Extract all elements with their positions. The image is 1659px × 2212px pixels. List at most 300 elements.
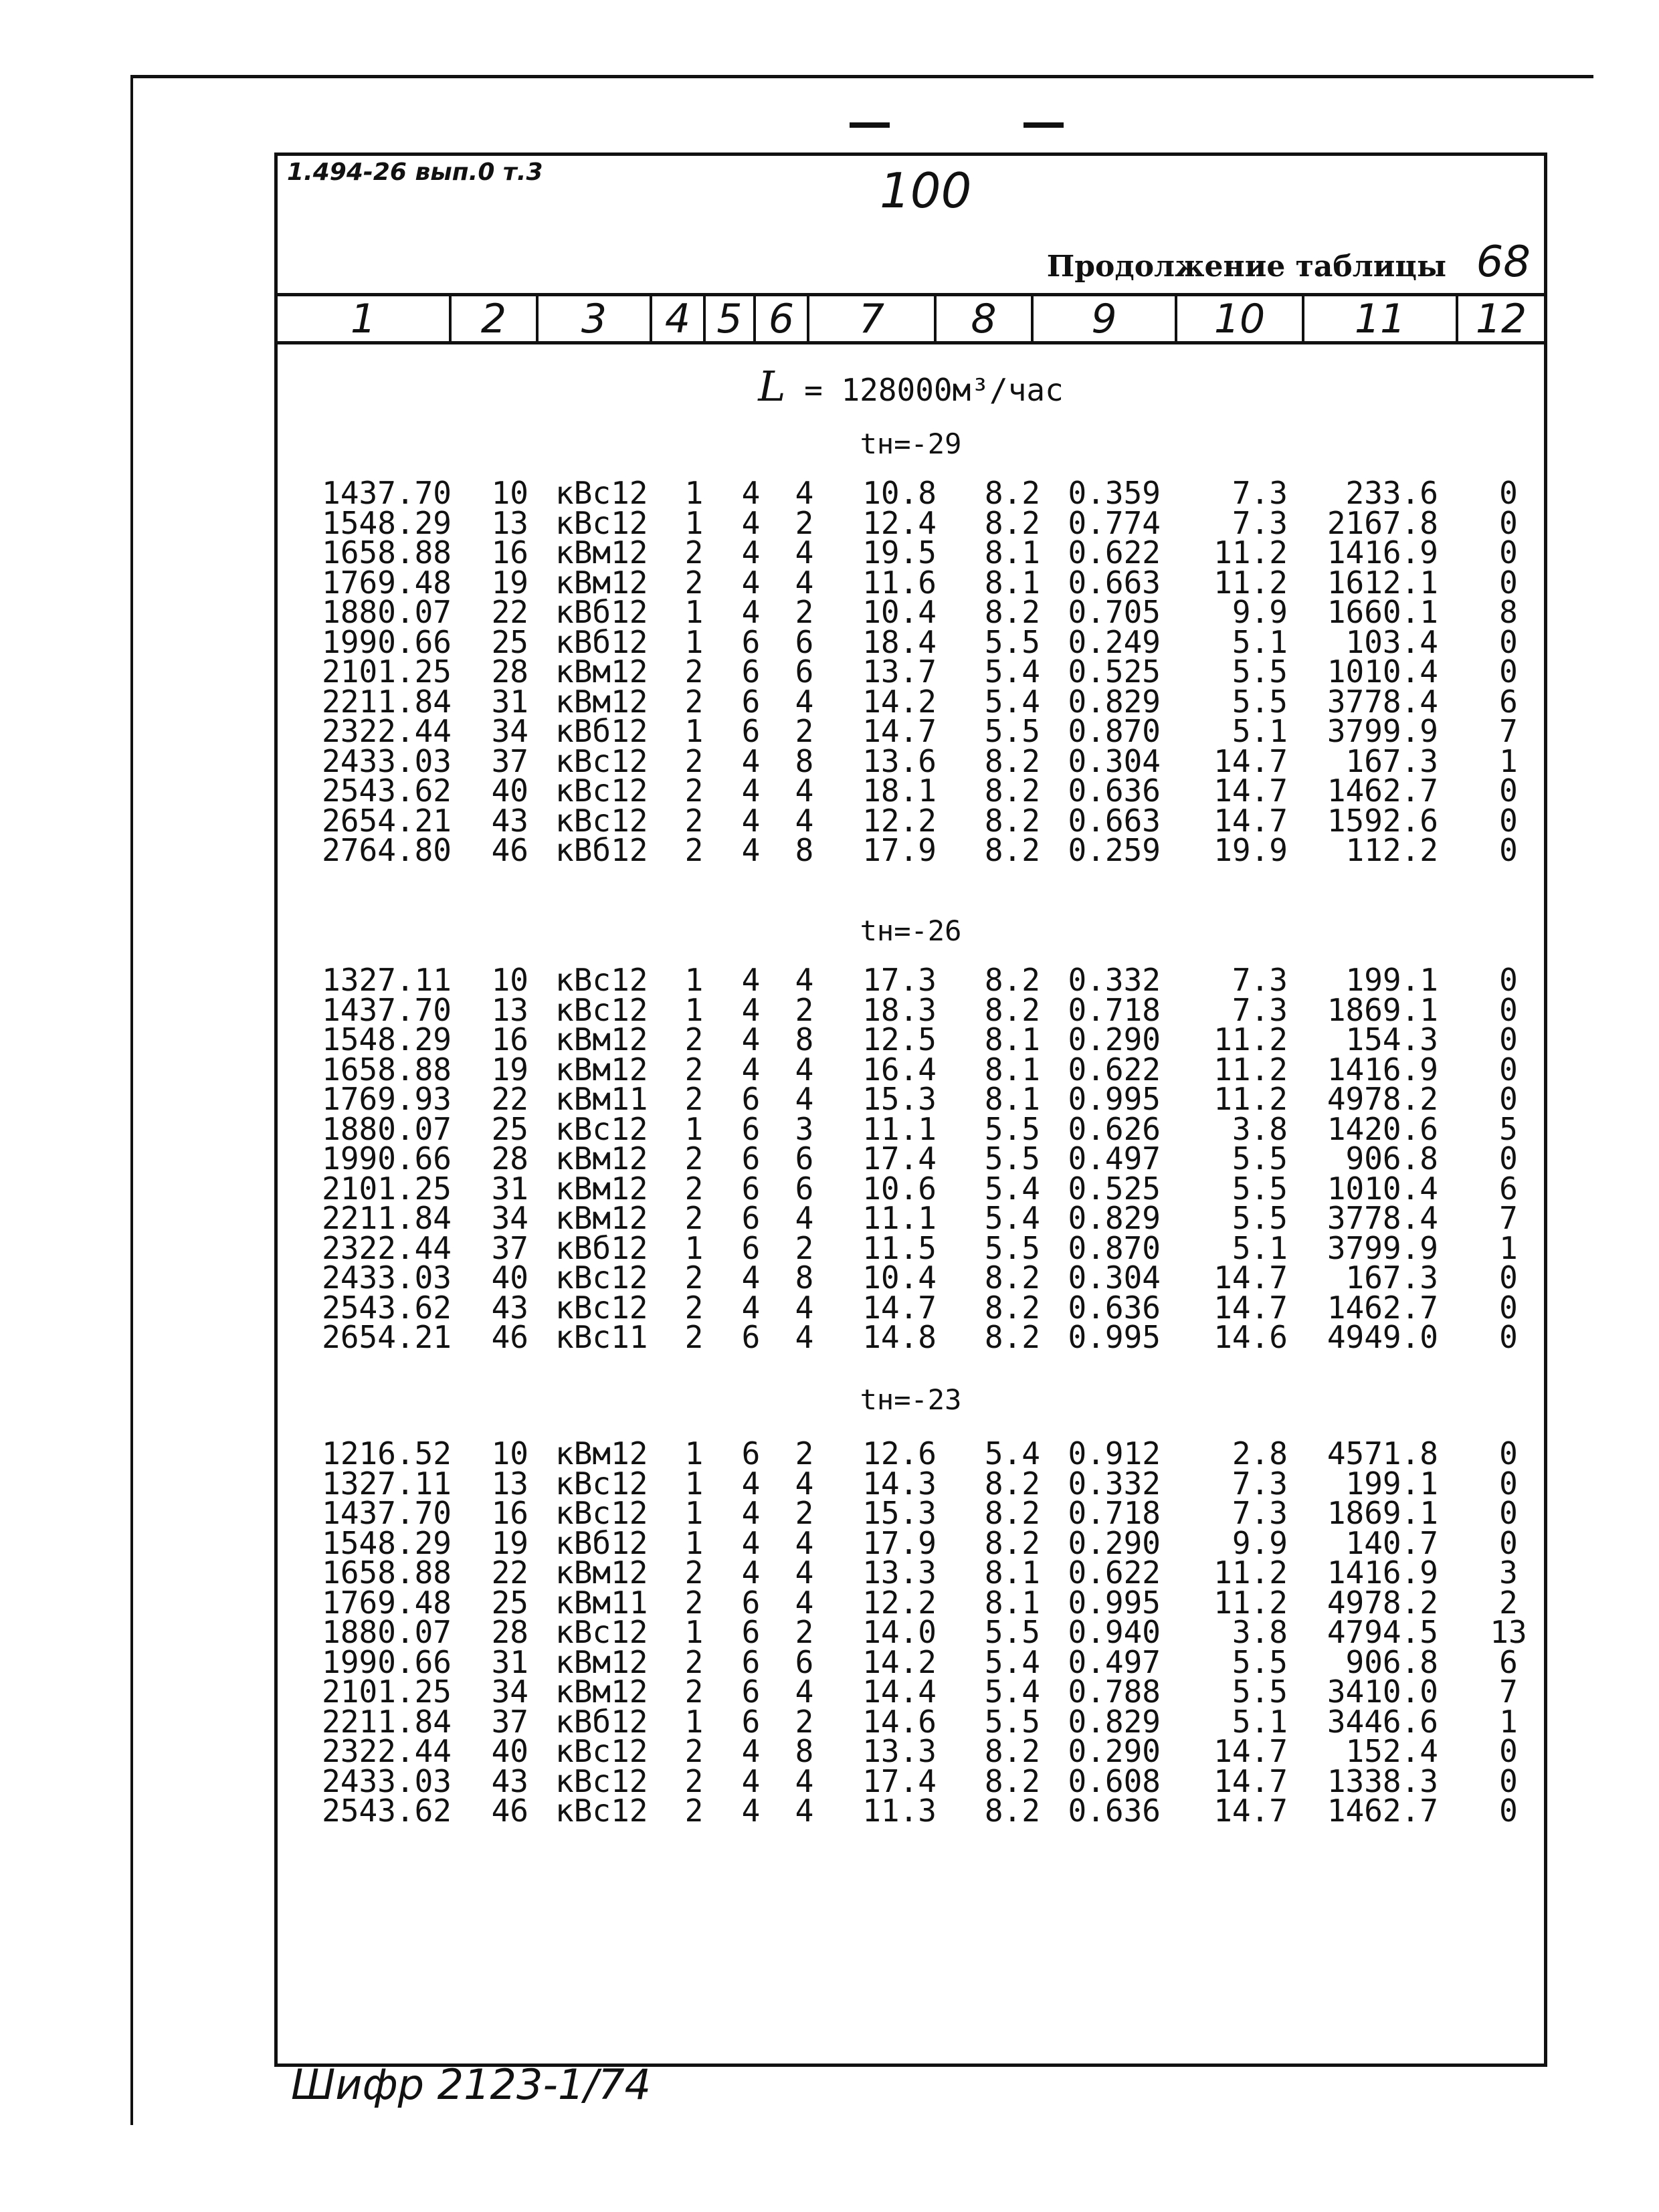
cell-col-10: 11.2	[1213, 1021, 1288, 1058]
table-row	[278, 1229, 1544, 1266]
cell-col-8: 8.1	[984, 564, 1040, 601]
cell-col-4: 2	[684, 1733, 704, 1769]
section-label: tн=-29	[860, 427, 962, 460]
table-row	[278, 564, 1544, 601]
cell-col-3: кВб12	[555, 623, 648, 660]
cell-col-6: 2	[795, 1495, 814, 1531]
cell-col-9: 0.636	[1068, 1793, 1161, 1829]
cell-col-5: 4	[741, 1793, 761, 1829]
cell-col-2: 19	[491, 1051, 528, 1088]
cell-col-8: 5.5	[984, 1140, 1040, 1177]
cell-col-9: 0.995	[1068, 1319, 1161, 1355]
cell-col-10: 11.2	[1213, 534, 1288, 571]
cell-col-3: кВм12	[555, 1674, 648, 1710]
cell-col-1: 2211.84	[322, 1200, 452, 1236]
cell-col-8: 8.2	[984, 475, 1040, 511]
cell-col-5: 4	[741, 1524, 761, 1561]
table-row	[278, 475, 1544, 511]
cell-col-12: 0	[1499, 962, 1518, 998]
cell-col-1: 2543.62	[322, 1289, 452, 1326]
cell-col-1: 2543.62	[322, 773, 452, 809]
cell-col-3: кВс12	[555, 1763, 648, 1799]
cell-col-1: 1437.70	[322, 1495, 452, 1531]
cell-col-6: 2	[795, 991, 814, 1028]
table-row	[278, 1200, 1544, 1236]
cell-col-2: 43	[491, 1289, 528, 1326]
cell-col-8: 5.4	[984, 1674, 1040, 1710]
cell-col-7: 13.3	[862, 1554, 937, 1591]
cell-col-5: 4	[741, 773, 761, 809]
cell-col-1: 2211.84	[322, 1703, 452, 1740]
cell-col-4: 1	[684, 623, 704, 660]
dash-mark	[1023, 122, 1064, 128]
cell-col-8: 5.4	[984, 1200, 1040, 1236]
cell-col-6: 4	[795, 1554, 814, 1591]
cell-col-3: кВм12	[555, 1643, 648, 1680]
cell-col-9: 0.525	[1068, 1170, 1161, 1207]
cell-col-3: кВс12	[555, 1495, 648, 1531]
cell-col-1: 1769.93	[322, 1081, 452, 1117]
cell-col-6: 4	[795, 1200, 814, 1236]
cell-col-4: 1	[684, 1703, 704, 1740]
table-row	[278, 1110, 1544, 1147]
cell-col-10: 5.1	[1232, 623, 1288, 660]
cell-col-3: кВс12	[555, 1793, 648, 1829]
cell-col-6: 8	[795, 1260, 814, 1296]
cell-col-3: кВм11	[555, 1081, 648, 1117]
cell-col-12: 0	[1499, 1763, 1518, 1799]
cell-col-12: 0	[1499, 832, 1518, 868]
cell-col-11: 140.7	[1345, 1524, 1438, 1561]
cell-col-6: 6	[795, 1643, 814, 1680]
cell-col-8: 8.2	[984, 742, 1040, 779]
cell-col-5: 4	[741, 962, 761, 998]
table-row	[278, 504, 1544, 541]
cell-col-9: 0.636	[1068, 1289, 1161, 1326]
cell-col-8: 8.2	[984, 1763, 1040, 1799]
cell-col-7: 12.4	[862, 504, 937, 541]
cell-col-7: 16.4	[862, 1051, 937, 1088]
cell-col-2: 22	[491, 1554, 528, 1591]
cell-col-10: 7.3	[1232, 1465, 1288, 1502]
cell-col-12: 0	[1499, 773, 1518, 809]
cell-col-7: 11.6	[862, 564, 937, 601]
cell-col-9: 0.332	[1068, 1465, 1161, 1502]
cell-col-2: 19	[491, 564, 528, 601]
cell-col-5: 6	[741, 623, 761, 660]
cell-col-2: 28	[491, 1614, 528, 1650]
cell-col-2: 28	[491, 1140, 528, 1177]
cell-col-6: 4	[795, 534, 814, 571]
cell-col-1: 1658.88	[322, 1051, 452, 1088]
cell-col-5: 6	[741, 1614, 761, 1650]
cell-col-10: 7.3	[1232, 1495, 1288, 1531]
cell-col-10: 7.3	[1232, 504, 1288, 541]
cell-col-9: 0.626	[1068, 1110, 1161, 1147]
cell-col-12: 0	[1499, 1495, 1518, 1531]
cell-col-6: 4	[795, 683, 814, 720]
cell-col-11: 1660.1	[1327, 594, 1438, 630]
cell-col-10: 14.7	[1213, 1763, 1288, 1799]
section-label: tн=-23	[860, 1383, 962, 1416]
cell-col-5: 4	[741, 1051, 761, 1088]
cell-col-5: 4	[741, 475, 761, 511]
cell-col-10: 11.2	[1213, 1554, 1288, 1591]
cell-col-5: 6	[741, 653, 761, 690]
cell-col-11: 2167.8	[1327, 504, 1438, 541]
table-row	[278, 962, 1544, 998]
cell-col-5: 6	[741, 1643, 761, 1680]
cell-col-10: 11.2	[1213, 1584, 1288, 1621]
cell-col-4: 1	[684, 504, 704, 541]
cell-col-10: 7.3	[1232, 475, 1288, 511]
cell-col-9: 0.622	[1068, 534, 1161, 571]
cell-col-11: 1416.9	[1327, 534, 1438, 571]
cell-col-3: кВс12	[555, 773, 648, 809]
cell-col-8: 8.2	[984, 1260, 1040, 1296]
cell-col-7: 12.2	[862, 802, 937, 839]
cell-col-9: 0.608	[1068, 1763, 1161, 1799]
cell-col-10: 14.7	[1213, 802, 1288, 839]
cell-col-3: кВм12	[555, 1140, 648, 1177]
cell-col-10: 14.6	[1213, 1319, 1288, 1355]
cell-col-1: 1990.66	[322, 623, 452, 660]
cell-col-4: 1	[684, 1229, 704, 1266]
cell-col-9: 0.718	[1068, 991, 1161, 1028]
cell-col-10: 14.7	[1213, 1733, 1288, 1769]
cell-col-4: 1	[684, 594, 704, 630]
cell-col-9: 0.663	[1068, 802, 1161, 839]
cell-col-8: 5.5	[984, 1703, 1040, 1740]
cell-col-3: кВм12	[555, 1200, 648, 1236]
cell-col-3: кВс11	[555, 1319, 648, 1355]
cell-col-3: кВс12	[555, 962, 648, 998]
cell-col-2: 34	[491, 1200, 528, 1236]
cell-col-1: 2322.44	[322, 713, 452, 749]
cell-col-7: 14.2	[862, 683, 937, 720]
table-sheet	[274, 153, 1547, 2067]
cell-col-3: кВм12	[555, 534, 648, 571]
table-row	[278, 773, 1544, 809]
cell-col-2: 22	[491, 1081, 528, 1117]
cell-col-11: 199.1	[1345, 1465, 1438, 1502]
cell-col-6: 8	[795, 742, 814, 779]
cell-col-1: 2433.03	[322, 1763, 452, 1799]
cell-col-2: 31	[491, 1170, 528, 1207]
cell-col-2: 28	[491, 653, 528, 690]
cell-col-5: 4	[741, 1260, 761, 1296]
cell-col-12: 0	[1499, 1289, 1518, 1326]
cell-col-4: 1	[684, 1495, 704, 1531]
cell-col-1: 1548.29	[322, 504, 452, 541]
cell-col-1: 1880.07	[322, 1110, 452, 1147]
cell-col-4: 2	[684, 1051, 704, 1088]
cell-col-11: 3410.0	[1327, 1674, 1438, 1710]
cell-col-5: 4	[741, 1289, 761, 1326]
cell-col-6: 4	[795, 1674, 814, 1710]
cell-col-7: 10.4	[862, 594, 937, 630]
cell-col-2: 25	[491, 1110, 528, 1147]
cell-col-3: кВб12	[555, 594, 648, 630]
cell-col-4: 1	[684, 1614, 704, 1650]
cell-col-2: 34	[491, 713, 528, 749]
cell-col-9: 0.622	[1068, 1554, 1161, 1591]
cell-col-12: 0	[1499, 1260, 1518, 1296]
cell-col-7: 11.3	[862, 1793, 937, 1829]
column-header-7: 7	[809, 296, 937, 341]
cell-col-11: 1612.1	[1327, 564, 1438, 601]
cell-col-4: 1	[684, 1524, 704, 1561]
cell-col-1: 1327.11	[322, 1465, 452, 1502]
cell-col-10: 9.9	[1232, 1524, 1288, 1561]
cell-col-8: 8.1	[984, 1554, 1040, 1591]
cell-col-8: 8.1	[984, 1081, 1040, 1117]
cell-col-7: 18.3	[862, 991, 937, 1028]
cell-col-1: 2764.80	[322, 832, 452, 868]
data-block	[278, 1435, 1544, 1829]
cell-col-4: 2	[684, 1289, 704, 1326]
cell-col-6: 4	[795, 1289, 814, 1326]
cell-col-6: 4	[795, 564, 814, 601]
table-row	[278, 1140, 1544, 1177]
table-row	[278, 653, 1544, 690]
cell-col-10: 11.2	[1213, 1081, 1288, 1117]
cell-col-7: 12.2	[862, 1584, 937, 1621]
cell-col-10: 14.7	[1213, 1260, 1288, 1296]
cell-col-11: 1592.6	[1327, 802, 1438, 839]
cell-col-12: 1	[1499, 742, 1518, 779]
cell-col-7: 15.3	[862, 1495, 937, 1531]
cell-col-2: 43	[491, 1763, 528, 1799]
cell-col-6: 2	[795, 713, 814, 749]
cell-col-3: кВс12	[555, 504, 648, 541]
cell-col-11: 3778.4	[1327, 683, 1438, 720]
cell-col-10: 14.7	[1213, 773, 1288, 809]
cell-col-7: 14.3	[862, 1465, 937, 1502]
cell-col-2: 25	[491, 623, 528, 660]
cell-col-11: 4978.2	[1327, 1081, 1438, 1117]
cell-col-5: 6	[741, 1435, 761, 1472]
cell-col-12: 13	[1490, 1614, 1527, 1650]
cell-col-9: 0.497	[1068, 1140, 1161, 1177]
table-row	[278, 1733, 1544, 1769]
cell-col-12: 6	[1499, 683, 1518, 720]
cell-col-7: 13.3	[862, 1733, 937, 1769]
cell-col-1: 2101.25	[322, 653, 452, 690]
cell-col-4: 2	[684, 683, 704, 720]
cell-col-8: 8.2	[984, 991, 1040, 1028]
cell-col-12: 0	[1499, 564, 1518, 601]
cell-col-2: 46	[491, 832, 528, 868]
cell-col-3: кВб12	[555, 713, 648, 749]
cell-col-3: кВс12	[555, 991, 648, 1028]
cell-col-9: 0.290	[1068, 1021, 1161, 1058]
cell-col-12: 0	[1499, 1021, 1518, 1058]
cell-col-3: кВб12	[555, 1229, 648, 1266]
cell-col-11: 103.4	[1345, 623, 1438, 660]
cell-col-8: 8.2	[984, 1289, 1040, 1326]
cell-col-8: 5.4	[984, 1170, 1040, 1207]
cell-col-12: 0	[1499, 623, 1518, 660]
column-header-9: 9	[1034, 296, 1177, 341]
table-row	[278, 1614, 1544, 1650]
table-row	[278, 1703, 1544, 1740]
cell-col-12: 0	[1499, 1081, 1518, 1117]
cell-col-4: 1	[684, 475, 704, 511]
cell-col-4: 2	[684, 832, 704, 868]
cell-col-7: 11.1	[862, 1200, 937, 1236]
cell-col-8: 8.1	[984, 534, 1040, 571]
cell-col-7: 13.7	[862, 653, 937, 690]
cell-col-8: 5.4	[984, 1435, 1040, 1472]
cell-col-1: 1437.70	[322, 475, 452, 511]
column-header-6: 6	[756, 296, 809, 341]
cell-col-7: 17.3	[862, 962, 937, 998]
cell-col-6: 6	[795, 1170, 814, 1207]
table-row	[278, 1495, 1544, 1531]
cell-col-7: 14.8	[862, 1319, 937, 1355]
cell-col-6: 4	[795, 475, 814, 511]
cell-col-6: 2	[795, 504, 814, 541]
cell-col-7: 10.8	[862, 475, 937, 511]
dash-mark	[850, 122, 890, 128]
cell-col-3: кВс12	[555, 1289, 648, 1326]
cell-col-8: 8.2	[984, 1465, 1040, 1502]
cell-col-2: 43	[491, 802, 528, 839]
cell-col-12: 1	[1499, 1703, 1518, 1740]
cell-col-8: 8.2	[984, 1793, 1040, 1829]
cell-col-11: 4949.0	[1327, 1319, 1438, 1355]
cell-col-12: 0	[1499, 1465, 1518, 1502]
cell-col-2: 19	[491, 1524, 528, 1561]
cell-col-11: 1416.9	[1327, 1554, 1438, 1591]
cell-col-10: 2.8	[1232, 1435, 1288, 1472]
cell-col-10: 5.5	[1232, 1200, 1288, 1236]
cell-col-11: 4794.5	[1327, 1614, 1438, 1650]
cell-col-9: 0.304	[1068, 742, 1161, 779]
table-row	[278, 683, 1544, 720]
cell-col-1: 1880.07	[322, 1614, 452, 1650]
cell-col-2: 16	[491, 1495, 528, 1531]
cell-col-10: 14.7	[1213, 1289, 1288, 1326]
cell-col-11: 1869.1	[1327, 1495, 1438, 1531]
cell-col-12: 0	[1499, 1319, 1518, 1355]
cell-col-9: 0.995	[1068, 1584, 1161, 1621]
cell-col-9: 0.829	[1068, 1703, 1161, 1740]
cell-col-2: 31	[491, 683, 528, 720]
cell-col-6: 4	[795, 1051, 814, 1088]
cell-col-8: 5.5	[984, 713, 1040, 749]
cell-col-2: 34	[491, 1674, 528, 1710]
cell-col-12: 7	[1499, 713, 1518, 749]
cell-col-2: 46	[491, 1793, 528, 1829]
cell-col-5: 4	[741, 1465, 761, 1502]
cell-col-9: 0.304	[1068, 1260, 1161, 1296]
airflow-value: = 128000м³/час	[804, 372, 1064, 408]
table-row	[278, 1524, 1544, 1561]
cell-col-1: 1769.48	[322, 564, 452, 601]
cell-col-1: 1658.88	[322, 534, 452, 571]
cell-col-4: 2	[684, 1140, 704, 1177]
cell-col-6: 4	[795, 802, 814, 839]
cell-col-7: 13.6	[862, 742, 937, 779]
cell-col-12: 0	[1499, 1140, 1518, 1177]
cell-col-2: 25	[491, 1584, 528, 1621]
cell-col-4: 2	[684, 1763, 704, 1799]
cell-col-6: 8	[795, 1021, 814, 1058]
cell-col-1: 2101.25	[322, 1674, 452, 1710]
cell-col-12: 1	[1499, 1229, 1518, 1266]
data-block	[278, 475, 1544, 868]
cell-col-11: 906.8	[1345, 1643, 1438, 1680]
cell-col-6: 6	[795, 623, 814, 660]
cell-col-1: 2543.62	[322, 1793, 452, 1829]
cell-col-3: кВс12	[555, 742, 648, 779]
cell-col-5: 6	[741, 713, 761, 749]
cell-col-12: 6	[1499, 1643, 1518, 1680]
cell-col-8: 8.1	[984, 1584, 1040, 1621]
cell-col-8: 8.2	[984, 1319, 1040, 1355]
cell-col-7: 10.4	[862, 1260, 937, 1296]
table-row	[278, 1260, 1544, 1296]
cell-col-11: 167.3	[1345, 1260, 1438, 1296]
cell-col-4: 2	[684, 1793, 704, 1829]
cell-col-2: 22	[491, 594, 528, 630]
cell-col-1: 1658.88	[322, 1554, 452, 1591]
footer-code: Шифр 2123-1/74	[291, 2060, 652, 2109]
cell-col-8: 5.5	[984, 1229, 1040, 1266]
cell-col-9: 0.718	[1068, 1495, 1161, 1531]
cell-col-9: 0.995	[1068, 1081, 1161, 1117]
cell-col-4: 2	[684, 1170, 704, 1207]
cell-col-1: 2433.03	[322, 1260, 452, 1296]
cell-col-7: 14.6	[862, 1703, 937, 1740]
cell-col-10: 11.2	[1213, 564, 1288, 601]
cell-col-11: 152.4	[1345, 1733, 1438, 1769]
cell-col-7: 17.9	[862, 1524, 937, 1561]
cell-col-7: 18.4	[862, 623, 937, 660]
cell-col-11: 167.3	[1345, 742, 1438, 779]
cell-col-6: 4	[795, 1524, 814, 1561]
cell-col-2: 13	[491, 504, 528, 541]
cell-col-11: 4571.8	[1327, 1435, 1438, 1472]
cell-col-2: 31	[491, 1643, 528, 1680]
cell-col-7: 19.5	[862, 534, 937, 571]
cell-col-10: 5.1	[1232, 1229, 1288, 1266]
cell-col-11: 1010.4	[1327, 653, 1438, 690]
cell-col-12: 0	[1499, 653, 1518, 690]
airflow-label	[278, 362, 1544, 411]
cell-col-5: 6	[741, 1170, 761, 1207]
cell-col-3: кВб12	[555, 1524, 648, 1561]
cell-col-11: 1869.1	[1327, 991, 1438, 1028]
cell-col-5: 6	[741, 1319, 761, 1355]
cell-col-6: 2	[795, 1229, 814, 1266]
cell-col-9: 0.622	[1068, 1051, 1161, 1088]
cell-col-3: кВс12	[555, 1260, 648, 1296]
cell-col-9: 0.290	[1068, 1524, 1161, 1561]
table-row	[278, 832, 1544, 868]
cell-col-12: 6	[1499, 1170, 1518, 1207]
cell-col-2: 40	[491, 1733, 528, 1769]
cell-col-3: кВс12	[555, 1733, 648, 1769]
cell-col-7: 14.2	[862, 1643, 937, 1680]
cell-col-5: 4	[741, 802, 761, 839]
cell-col-1: 2322.44	[322, 1733, 452, 1769]
cell-col-6: 3	[795, 1110, 814, 1147]
cell-col-6: 8	[795, 1733, 814, 1769]
cell-col-2: 37	[491, 1703, 528, 1740]
